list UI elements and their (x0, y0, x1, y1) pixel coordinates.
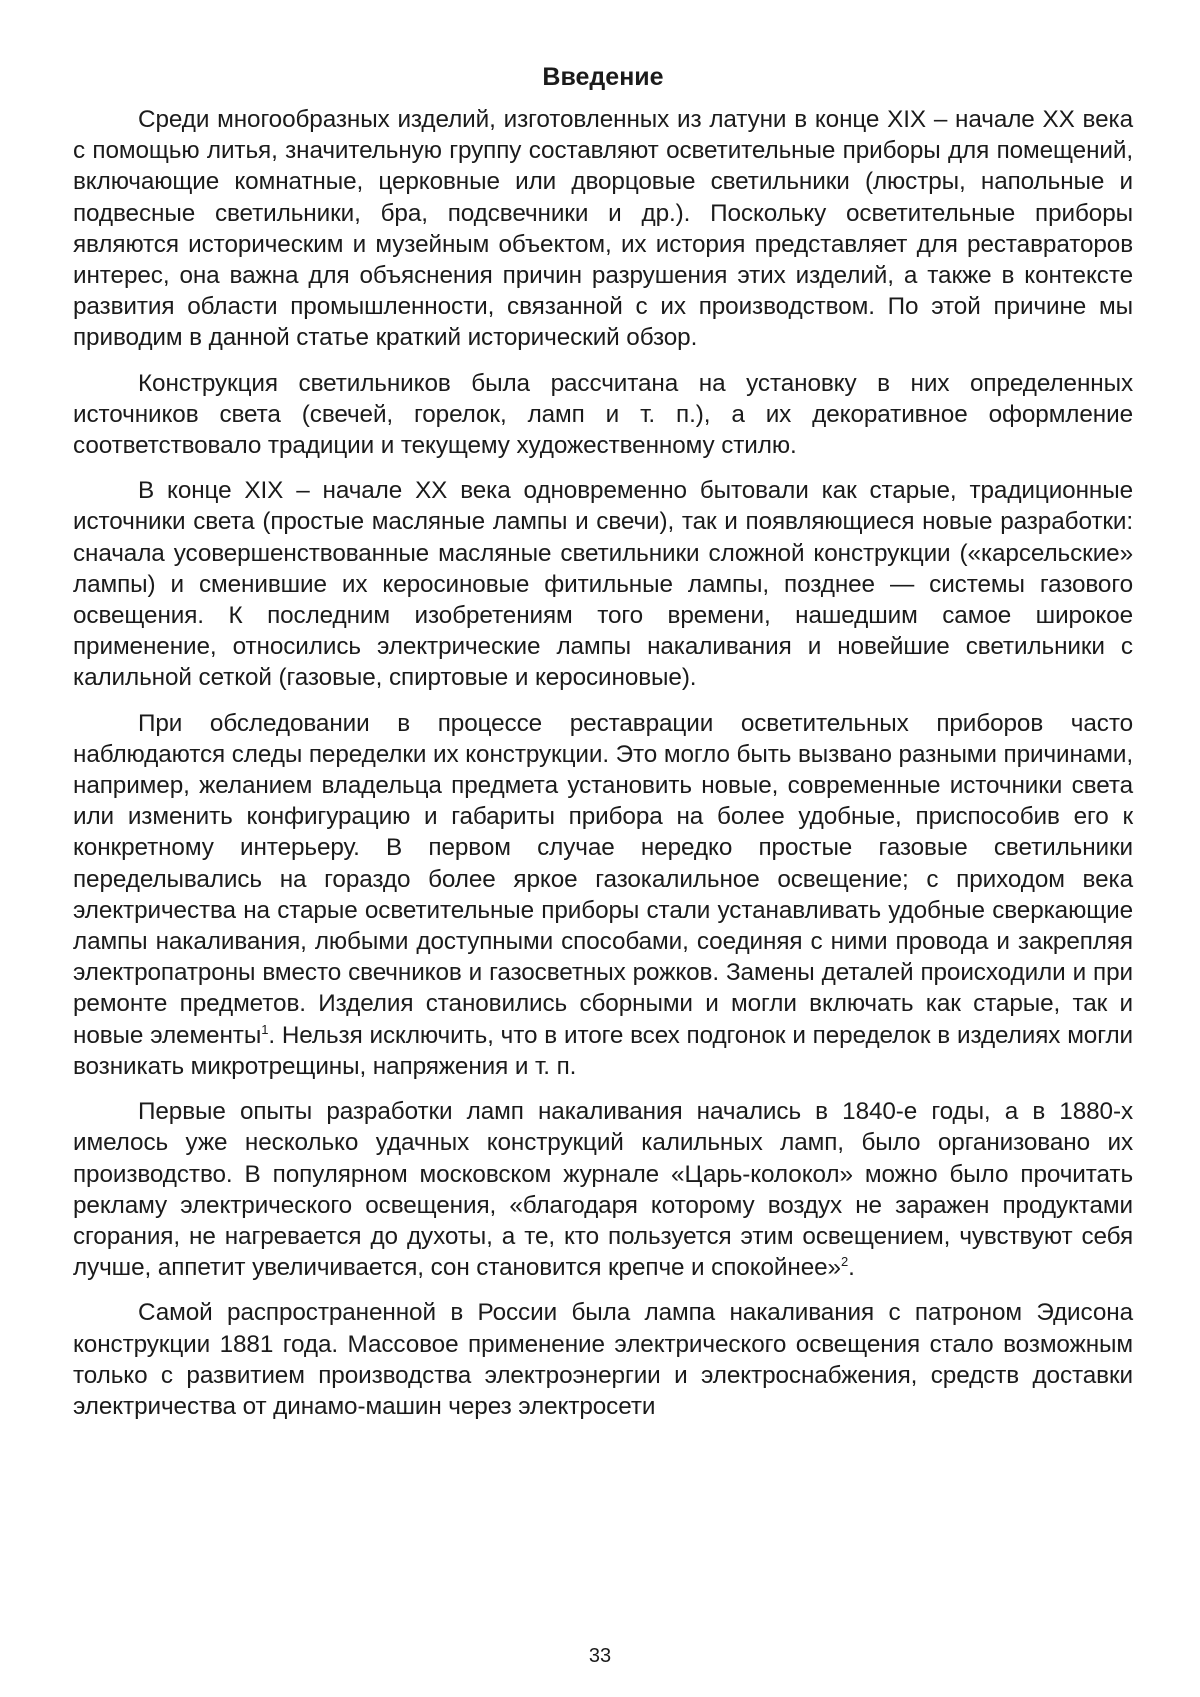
paragraph-4-tail: . Нельзя исключить, что в итоге всех подгонок и переделок в изделиях могли возникать микротрещины, напряжения и т. п. (73, 1021, 1133, 1080)
paragraph-3 (73, 475, 1133, 693)
paragraph-1 (73, 104, 1133, 354)
document-page (73, 58, 1133, 1436)
paragraph-6 (73, 1297, 1133, 1422)
paragraph-5-tail: . (848, 1254, 855, 1282)
paragraph-2-text: Конструкция светильников была рассчитана на установку в них определенных источников света (свечей, горелок, ламп и т. п.), а их декоративное оформление соответствовало традиции и текущему художественному стилю. (73, 369, 1133, 460)
footnote-marker-1[interactable]: 1 (261, 1021, 269, 1037)
paragraph-3-text: В конце XIX – начале XX века одновременно бытовали как старые, традиционные источники света (простые масляные лампы и свечи), так и появляющиеся новые разработки: сначала усовершенствованные масляные светильники сложной конструкции («карсельские» лампы) и сменившие их керосиновые фитильные лампы, позднее — системы газового освещения. К последним изобретениям того времени, нашедшим самое широкое применение, относились электрические лампы накаливания и новейшие светильники с калильной сеткой (газовые, спиртовые и керосиновые). (73, 477, 1133, 692)
paragraph-1-text: Среди многообразных изделий, изготовленных из латуни в конце XIX – начале XX века с помощью литья, значительную группу составляют осветительные приборы для помещений, включающие комнатные, церковные или дворцовые светильники (люстры, напольные и подвесные светильники, бра, подсвечники и др.). Поскольку осветительные приборы являются историческим и музейным объектом, их история представляет для реставраторов интерес, она важна для объяснения причин разрушения этих изделий, а также в контексте развития области промышленности, связанной с их производством. По этой причине мы приводим в данной статье краткий исторический обзор. (73, 106, 1133, 352)
paragraph-4-text: При обследовании в процессе реставрации осветительных приборов часто наблюдаются следы переделки их конструкции. Это могло быть вызвано разными причинами, например, желанием владельца предмета установить новые, современные источники света или изменить конфигурацию и габариты прибора на более удобные, приспособив его к конкретному интерьеру. В первом случае нередко простые газовые светильники переделывались на гораздо более яркое газокалильное освещение; с приходом века электричества на старые осветительные приборы стали устанавливать удобные сверкающие лампы накаливания, любыми доступными способами, соединяя с ними провода и закрепляя электропатроны вместо свечников и газосветных рожков. Замены деталей происходили и при ремонте предметов. Изделия становились сборными и могли включать как старые, так и новые элементы (73, 709, 1133, 1049)
section-title: Введение (542, 63, 664, 91)
paragraph-2 (73, 368, 1133, 462)
paragraph-4 (73, 708, 1133, 1082)
paragraph-5 (73, 1096, 1133, 1283)
footnote-marker-2[interactable]: 2 (840, 1254, 849, 1270)
paragraph-6-text: Самой распространенной в России была лампа накаливания с патроном Эдисона конструкции 1881 года. Массовое применение электрического освещения стало возможным только с развитием производства электроэнергии и электроснабжения, средств доставки электричества от динамо-машин через электросети (73, 1299, 1133, 1420)
paragraph-5-text: Первые опыты разработки ламп накаливания начались в 1840-е годы, а в 1880-х имелось уже несколько удачных конструкций калильных ламп, было организовано их производство. В популярном московском журнале «Царь-колокол» можно было прочитать рекламу электрического освещения, «благодаря которому воздух не заражен продуктами сгорания, не нагревается до духоты, а те, кто пользуется этим освещением, чувствуют себя лучше, аппетит увеличивается, сон становится крепче и спокойнее» (73, 1098, 1133, 1282)
page-number: 33 (588, 1645, 612, 1667)
